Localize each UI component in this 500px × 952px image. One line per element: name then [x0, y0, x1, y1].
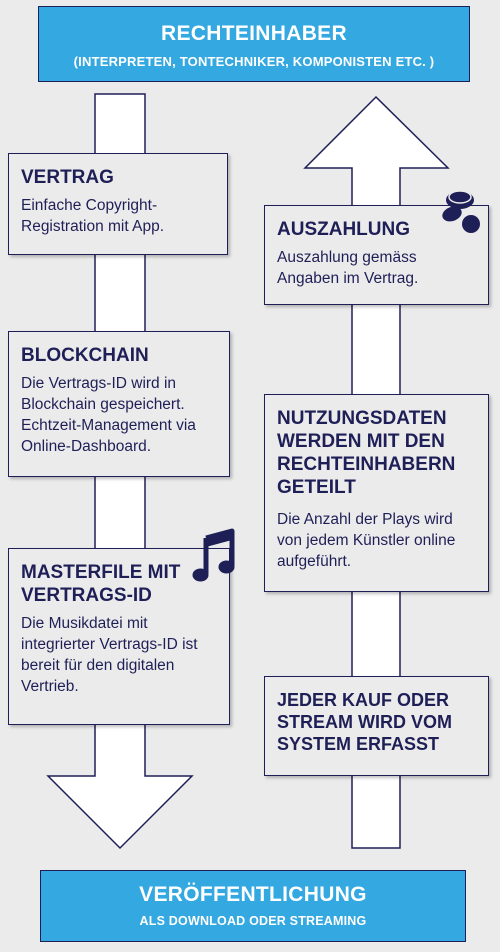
veroeffentlichung-banner: [40, 870, 466, 942]
box-text: Die Musikdatei mit integrierter Vertrags-ID ist bereit für den digitalen Vertrieb.: [21, 615, 198, 695]
box-text: Die Vertrags-ID wird in Blockchain gespeichert. Echtzeit-Management via Online-Dashboard.: [21, 375, 196, 455]
box-text: Die Anzahl der Plays wird von jedem Künstler online aufgeführt.: [277, 511, 456, 570]
banner-title: VERÖFFENTLICHUNG: [139, 883, 367, 906]
box-text: Einfache Copyright-Registration mit App.: [21, 197, 165, 235]
banner-subtitle: (INTERPRETEN, TONTECHNIKER, KOMPONISTEN ETC. ): [73, 54, 435, 69]
blockchain-box: [8, 331, 230, 477]
box-text: Auszahlung gemäss Angaben im Vertrag.: [277, 249, 419, 287]
kauf-box: [264, 676, 489, 776]
nutzungsdaten-box: [264, 394, 489, 592]
box-title: MASTERFILE MIT VERTRAGS-ID: [21, 562, 181, 606]
music-note-icon: [192, 528, 238, 584]
box-title: NUTZUNGSDATEN WERDEN MIT DEN RECHTEINHABERN GETEILT: [277, 408, 456, 498]
box-title: BLOCKCHAIN: [21, 345, 149, 366]
banner-title: RECHTEINHABER: [161, 22, 347, 45]
vertrag-box: [8, 153, 228, 255]
banner-subtitle: ALS DOWNLOAD ODER STREAMING: [139, 914, 367, 928]
box-title: VERTRAG: [21, 167, 114, 188]
rechteinhaber-banner: [38, 6, 470, 82]
box-title: JEDER KAUF ODER STREAM WIRD VOM SYSTEM ERFASST: [277, 690, 452, 754]
box-title: AUSZAHLUNG: [277, 219, 410, 240]
coins-icon: [440, 186, 484, 236]
